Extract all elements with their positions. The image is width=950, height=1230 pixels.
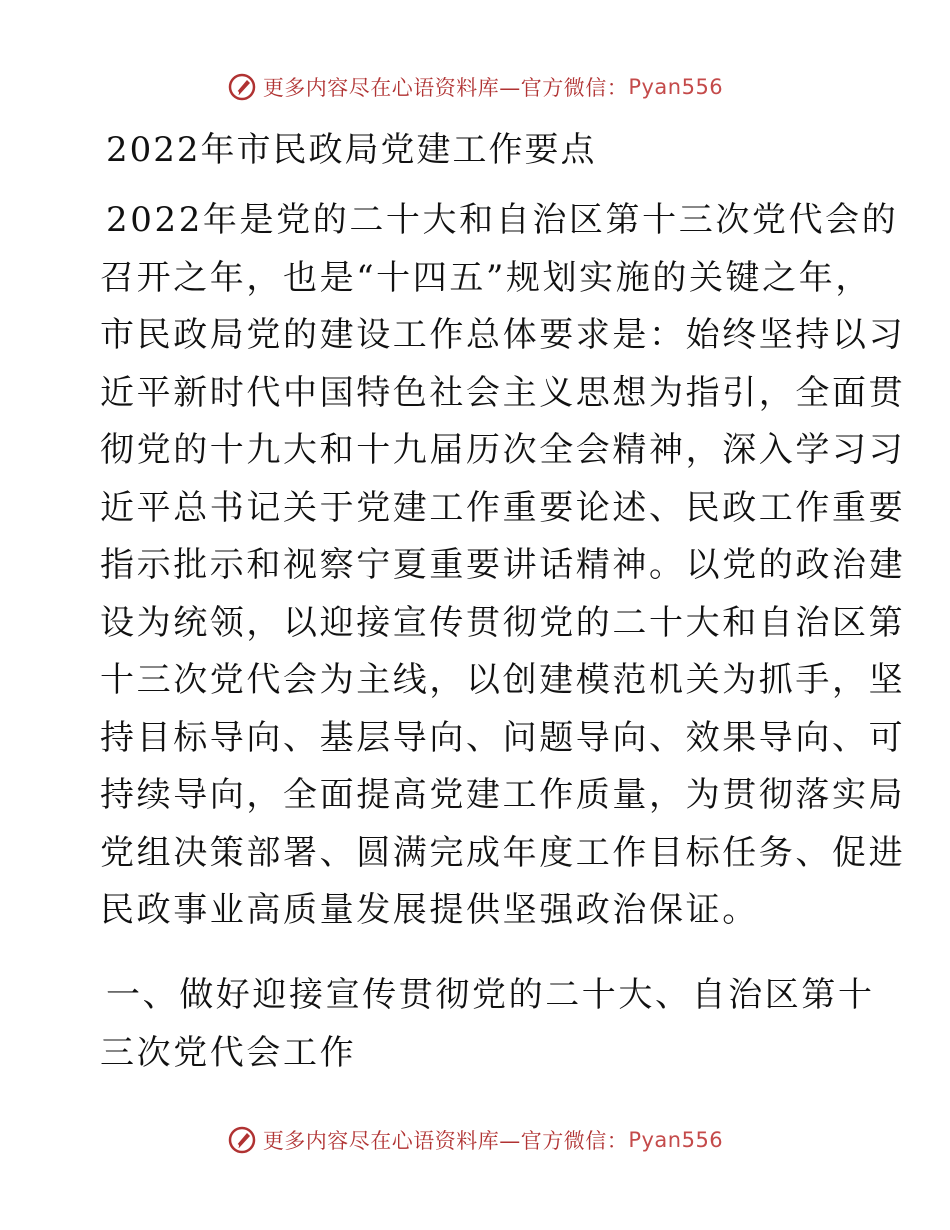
paragraph-line: 持续导向，全面提高党建工作质量，为贯彻落实局	[100, 775, 906, 815]
paragraph-line: 彻党的十九大和十九届历次全会精神，深入学习习	[100, 430, 906, 470]
paragraph-line: 民政事业高质量发展提供坚强政治保证。	[100, 890, 759, 930]
paragraph-line: 设为统领，以迎接宣传贯彻党的二十大和自治区第	[100, 602, 906, 643]
paragraph-line: 指示批示和视察宁夏重要讲话精神。以党的政治建	[100, 545, 906, 585]
paragraph-line: 持目标导向、基层导向、问题导向、效果导向、可	[100, 717, 906, 758]
paragraph-line: 十三次党代会为主线，以创建模范机关为抓手，坚	[100, 660, 906, 700]
paragraph-line: 近平新时代中国特色社会主义思想为指引，全面贯	[100, 372, 906, 413]
paragraph-line: 市民政局党的建设工作总体要求是：始终坚持以习	[100, 315, 906, 355]
section-heading	[100, 967, 875, 1082]
watermark-wechat-id: Pyan556	[628, 75, 724, 99]
intro-paragraph	[100, 192, 906, 940]
watermark-wechat-id: Pyan556	[628, 1128, 724, 1152]
section-heading-line: 一、做好迎接宣传贯彻党的二十大、自治区第十	[106, 975, 875, 1015]
document-title: 2022年市民政局党建工作要点	[106, 130, 597, 170]
watermark-text: 更多内容尽在心语资料库—官方微信：	[262, 76, 629, 100]
pen-logo-icon	[227, 1125, 257, 1155]
pen-logo-icon	[227, 72, 257, 102]
watermark-footer	[0, 1125, 950, 1155]
paragraph-line: 近平总书记关于党建工作重要论述、民政工作重要	[100, 487, 906, 528]
paragraph-line: 党组决策部署、圆满完成年度工作目标任务、促进	[100, 832, 906, 873]
watermark-header	[0, 72, 950, 102]
section-heading-line: 三次党代会工作	[100, 1032, 357, 1073]
watermark-text: 更多内容尽在心语资料库—官方微信：	[262, 1129, 629, 1153]
paragraph-line: 2022年是党的二十大和自治区第十三次党代会的	[106, 200, 899, 240]
paragraph-line: 召开之年，也是“十四五”规划实施的关键之年，	[100, 257, 872, 298]
